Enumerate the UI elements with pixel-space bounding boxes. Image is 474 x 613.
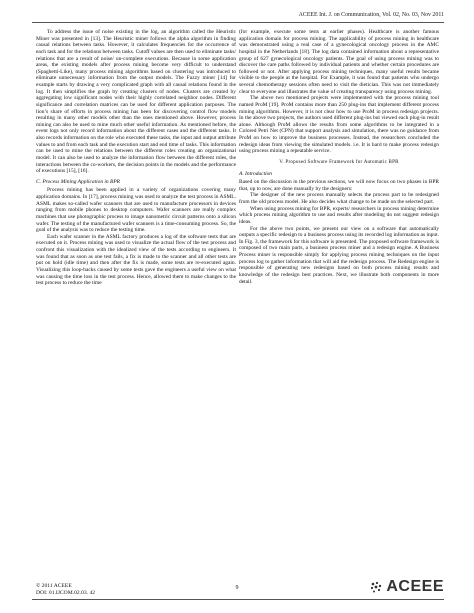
section-heading: V. Proposed Software Framework for Automatic BPR bbox=[279, 159, 399, 165]
logo-text: ACEEE bbox=[386, 578, 444, 595]
paragraph: Each wafer scanner in the ASML factory produces a log of the software tests that are executed on it. Process mining was used to visualize the actual flow of the test process and confront this visualization with the idealized view of the tests according to engineers. It was found that as soon as one test fails, a fix is made to the scanner and all other tests are put on hold (idle time) and then after the fix is made, some tests are re-executed again. Visualizing this loop-backs caused by some tests gave the engineers a useful view on what was causing the time loss in the test process. Hence, allowed them to make changes to the test process to reduce the time bbox=[36, 233, 236, 287]
subsection-heading: A. Introduction bbox=[239, 170, 273, 177]
paragraph: Process mining has been applied in a variety of organizations covering many application domains. In [17], process mining was used to analyze the test process in ASML. ASML makes so-called wafer scanners that are used to manufacture processors in devices ranging from mobile phones to desktop computers. Wafer scanners are really complex machines that use photographic process to image nanometric circuit patterns onto a silicon wafer. The testing of the manufactured wafer scanners is a time-consuming process. So, the goal of the analysis was to reduce the testing time. bbox=[36, 187, 236, 234]
paragraph: The above two mentioned projects were implemented with the process mining tool named ProM [19]. ProM contains more than 250 plug-ins that implement different process mining algorithms. However, it is not clear how to use ProM in process redesign projects. In the above two projects, the authors used different plug-ins but viewed each plug-in result alone. Although ProM allows the results from some algorithms to be integrated in a Colored Petri Net (CPN) that support analysis and simulation, there was no guidance from ProM on how to improve the business processes. Instead, the researchers concluded the redesign ideas from viewing the simulated models. i.e. It is hard to make process redesign using process mining a repeatable service. bbox=[239, 95, 439, 155]
paragraph: For the above two points, we present our view on a software that automatically outputs a specific redesign to a business process using its recorded log information as input. In Fig. 3, the framework for this software is presented. The proposed software framework is composed of two main parts, a business process miner and a redesign engine. A Business Process miner is responsible simply for applying process mining techniques on the input process log to gather information that will aid the redesign process. The Redesign engine is responsible of generating new redesigns based on both process mining results and knowledge of the redesign best practices. Next, we illustrate both components in more detail. bbox=[239, 225, 439, 285]
running-head: ACEEE Int. J. on Communication, Vol. 02, No. 03, Nov 2011 bbox=[298, 12, 444, 18]
bullet-item: The designer of the new process manually selects the process part to be redesigned from the old process model. He also decides what change to be made on the selected part. bbox=[239, 192, 439, 205]
aceee-logo-icon bbox=[369, 580, 383, 594]
footer-divider bbox=[32, 599, 444, 600]
page-number: 9 bbox=[235, 585, 239, 591]
paragraph: (for example, execute some tests at earlier phases). Healthcare is another famous application domain for process mining. The applicability of process mining in healthcare was demonstrated using a real case of a gynecological oncology process in the AMC hospital in the Netherlands [18]. The log data contained information about a representative group of 627 gynecological oncology patients. The goal of using process mining was to discover the care paths followed by individual patients and whether certain procedures are followed or not. After applying process mining techniques, many useful results became visible to the people at the hospital. For Example, it was found that patients who undergo several chemotherapy sessions often need to visit the dietician. This was not immediately clear to everyone and illustrates the value of creating transparency using process mining. bbox=[239, 29, 439, 95]
left-column bbox=[36, 29, 236, 287]
paragraph: Based on the discussion in the previous sections, we will now focus on two phases in BPR that, up to now, are done manually by the designers: bbox=[239, 179, 439, 192]
right-column bbox=[239, 29, 439, 285]
doi-label: DOI: 01.IJCOM.02.03. 42 bbox=[36, 589, 96, 596]
bullet-item: When using process mining for BPR, experts/ researchers in process mining determine which process mining algorithm to use and results after modeling do not suggest redesign ideas. bbox=[239, 205, 439, 225]
subsection-heading: C. Process Mining Application in BPR bbox=[36, 178, 120, 185]
paragraph: To address the issue of noise existing in the log, an algorithm called the Heuristic Miner was presented in [13]. The Heuristic miner follows the alpha algorithm in finding causal relations between tasks. However, it calculates frequencies for the occurrence of each task and for the relations between tasks. Cutoff values are then used to eliminate tasks/ relations that are a result of noise/ un-complete executions. Because in some application areas, the existing models after process mining become very difficult to understand (Spaghetti-Like), many process mining algorithms based on clustering was introduced to eliminate unnecessary information from the output models. The Fuzzy miner [14] for example starts by drawing a very complicated graph with all causal relations found in the log. It then simplifies the graph by creating clusters of nodes. Clusters are created by aggregating low significant nodes with their highly correlated neighbor nodes. Different significance and correlation matrices can be used for different application purposes. The lion’s share of efforts in process mining has been for discovering control flow models resulting in many other models other than the ones mentioned above. However, process mining can also be used to mine much other useful information. As mentioned before, the event logs not only record information about the different cases and the different tasks. It also records information on the role who executed these tasks, the input and output attribute values to and from each task and the execution start and end time of tasks. This information can be used to mine the relations between the different roles creating an organizational model. It can also be used to analyze the information flow between the different roles, the interactions between the co-workers, the decision points in the models and the performance of executions [15], [16]. bbox=[36, 29, 236, 175]
publisher-logo bbox=[369, 578, 444, 596]
header-divider bbox=[32, 22, 444, 23]
copyright-notice: © 2011 ACEEE bbox=[36, 583, 72, 589]
